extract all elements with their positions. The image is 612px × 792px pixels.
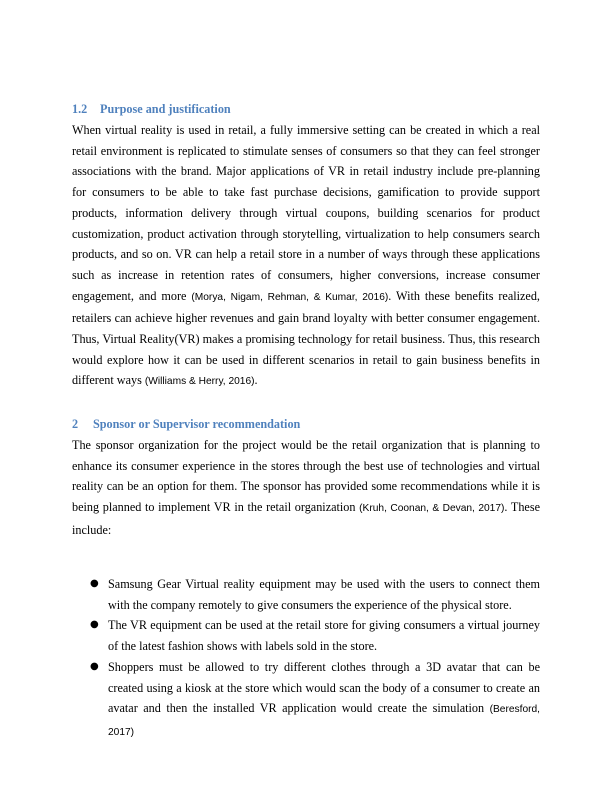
- citation: (Beresford, 2017): [108, 704, 540, 738]
- purpose-paragraph: [72, 120, 540, 393]
- citation: (Morya, Nigam, Rehman, & Kumar, 2016): [191, 291, 389, 303]
- bullet-icon: ●: [90, 578, 99, 589]
- bullet-icon: ●: [90, 660, 99, 672]
- citation: (Kruh, Coonan, & Devan, 2017): [359, 503, 505, 515]
- list-item: [90, 615, 540, 656]
- citation: (Williams & Herry, 2016): [144, 376, 255, 388]
- section-number: 2: [72, 417, 79, 431]
- section-number: 1.2: [72, 102, 88, 116]
- bullet-icon: ●: [90, 619, 99, 631]
- paragraph-text: When virtual reality is used in retail, a fully immersive setting can be created in which a real retail environment is replicated to stimulate senses of consumers so that they can feel stronger associations with the brand. Major applications of VR in retail industry include pre-planning for consumers to be able to take fast purchase decisions, gamification to provide support products, information delivery through virtual coupons, building scenarios for product customization, product activation through storytelling, virtualization to help consumers search products, and so on. VR can help a retail store in a number of ways through these applications such as increase in retention rates of consumers, higher conversions, increase consumer engagement, and more: [72, 123, 540, 303]
- sponsor-paragraph: [72, 435, 540, 541]
- recommendation-list: [90, 574, 540, 744]
- paragraph-text: .: [254, 373, 258, 388]
- section-title: Purpose and justification: [100, 102, 231, 116]
- section-heading-purpose: [72, 102, 231, 117]
- section-heading-sponsor: [72, 417, 300, 432]
- list-item-text: The VR equipment can be used at the retail store for giving consumers a virtual journey of the latest fashion shows with labels sold in the store.: [108, 618, 540, 654]
- paragraph-text: . With these benefits realized, retailers can achieve higher revenues and gain brand loyalty with better consumer engagement. Thus, Virtual Reality(VR) makes a promising technology for retail business. Thus, this research would explore how it can be used in different scenarios in retail to gain business benefits in different ways: [72, 288, 540, 388]
- list-item-text: Shoppers must be allowed to try different clothes through a 3D avatar that can be created using a kiosk at the store which would scan the body of a consumer to create an avatar and then the installed VR application would create the simulation: [108, 659, 540, 716]
- section-title: Sponsor or Supervisor recommendation: [93, 417, 301, 431]
- list-item: [90, 574, 540, 615]
- paragraph-text: The sponsor organization for the project would be the retail organization that is planning to enhance its consumer experience in the stores through the best use of technologies and virtual reality can be an option for them. The sponsor has provided some recommendations while it is being planned to implement VR in the retail organization: [72, 438, 540, 515]
- paragraph-text: . These include:: [72, 500, 540, 537]
- list-item: [90, 657, 540, 744]
- list-item-text: Samsung Gear Virtual reality equipment may be used with the users to connect them with the company remotely to give consumers the experience of the physical store.: [108, 577, 540, 612]
